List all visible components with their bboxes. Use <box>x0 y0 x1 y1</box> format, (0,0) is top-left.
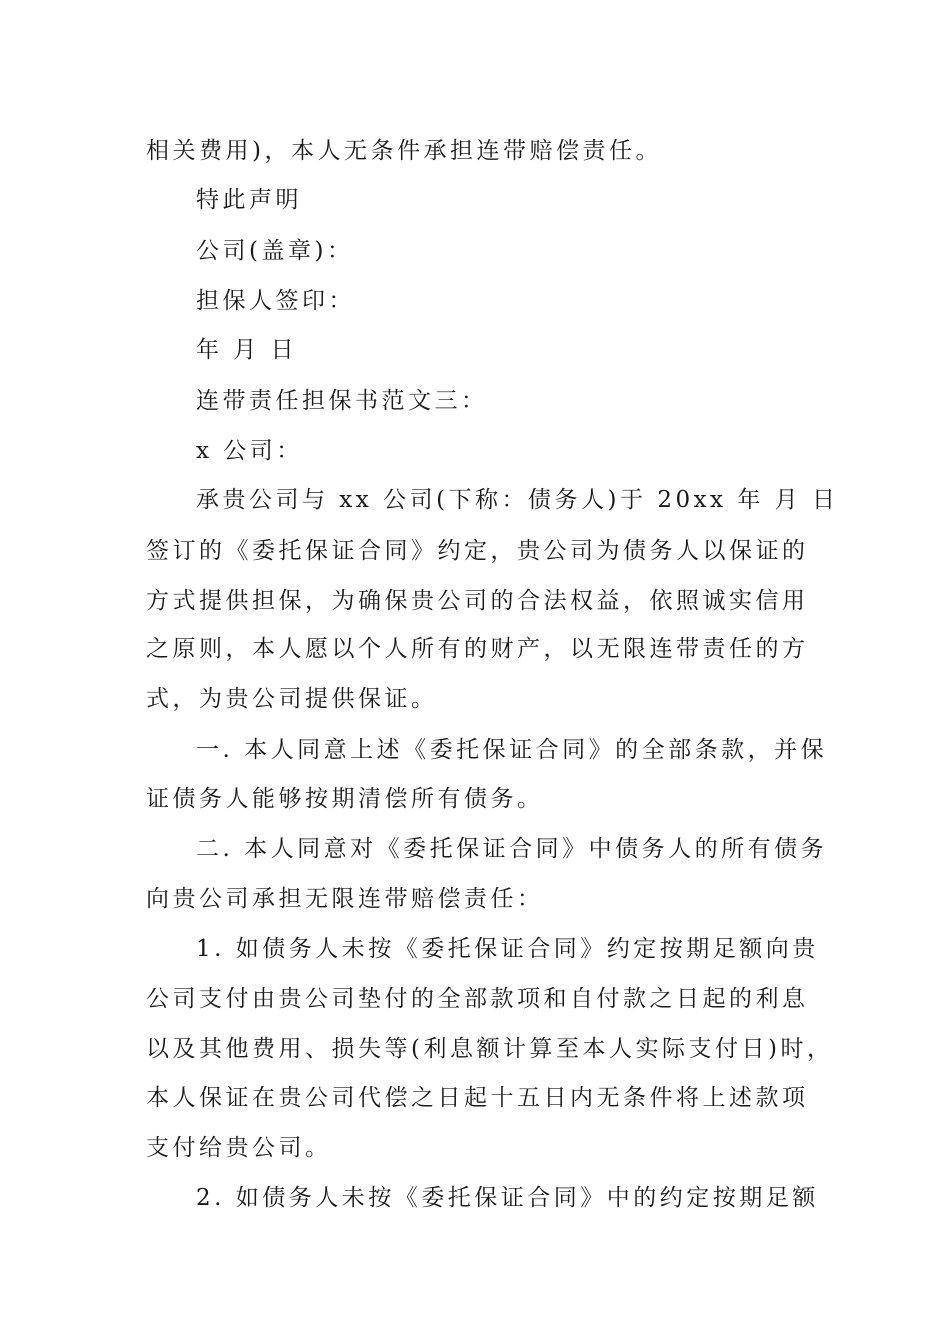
text-line: 特此声明 <box>196 187 302 213</box>
text-line: 承贵公司与 xx 公司(下称：债务人)于 20xx 年 月 日 <box>196 487 839 513</box>
text-line: 之原则，本人愿以个人所有的财产，以无限连带责任的方 <box>146 636 809 662</box>
text-line: 年 月 日 <box>196 337 298 363</box>
text-line: 方式提供担保，为确保贵公司的合法权益，依照诚实信用 <box>146 588 809 614</box>
text-line: 一. 本人同意上述《委托保证合同》的全部条款，并保 <box>196 737 828 763</box>
text-line: 证债务人能够按期清偿所有债务。 <box>146 786 544 812</box>
text-line: 相关费用)，本人无条件承担连带赔偿责任。 <box>146 138 662 164</box>
text-line: 担保人签印： <box>196 288 355 314</box>
text-line: 公司(盖章)： <box>196 238 354 264</box>
text-line: 二. 本人同意对《委托保证合同》中债务人的所有债务 <box>196 836 828 862</box>
text-line: 式，为贵公司提供保证。 <box>146 686 438 712</box>
text-line: 1. 如债务人未按《委托保证合同》约定按期足额向贵 <box>196 936 819 962</box>
text-line: 本人保证在贵公司代偿之日起十五日内无条件将上述款项 <box>146 1085 809 1111</box>
text-line: 向贵公司承担无限连带赔偿责任： <box>146 886 544 912</box>
text-line: 签订的《委托保证合同》约定，贵公司为债务人以保证的 <box>146 538 809 564</box>
text-line: 2. 如债务人未按《委托保证合同》中的约定按期足额 <box>196 1185 819 1211</box>
text-line: x 公司： <box>196 438 303 464</box>
text-line: 以及其他费用、损失等(利息额计算至本人实际支付日)时， <box>146 1036 834 1062</box>
text-line: 公司支付由贵公司垫付的全部款项和自付款之日起的利息 <box>146 986 809 1012</box>
text-line: 支付给贵公司。 <box>146 1135 332 1161</box>
section-heading: 连带责任担保书范文三： <box>196 388 488 414</box>
